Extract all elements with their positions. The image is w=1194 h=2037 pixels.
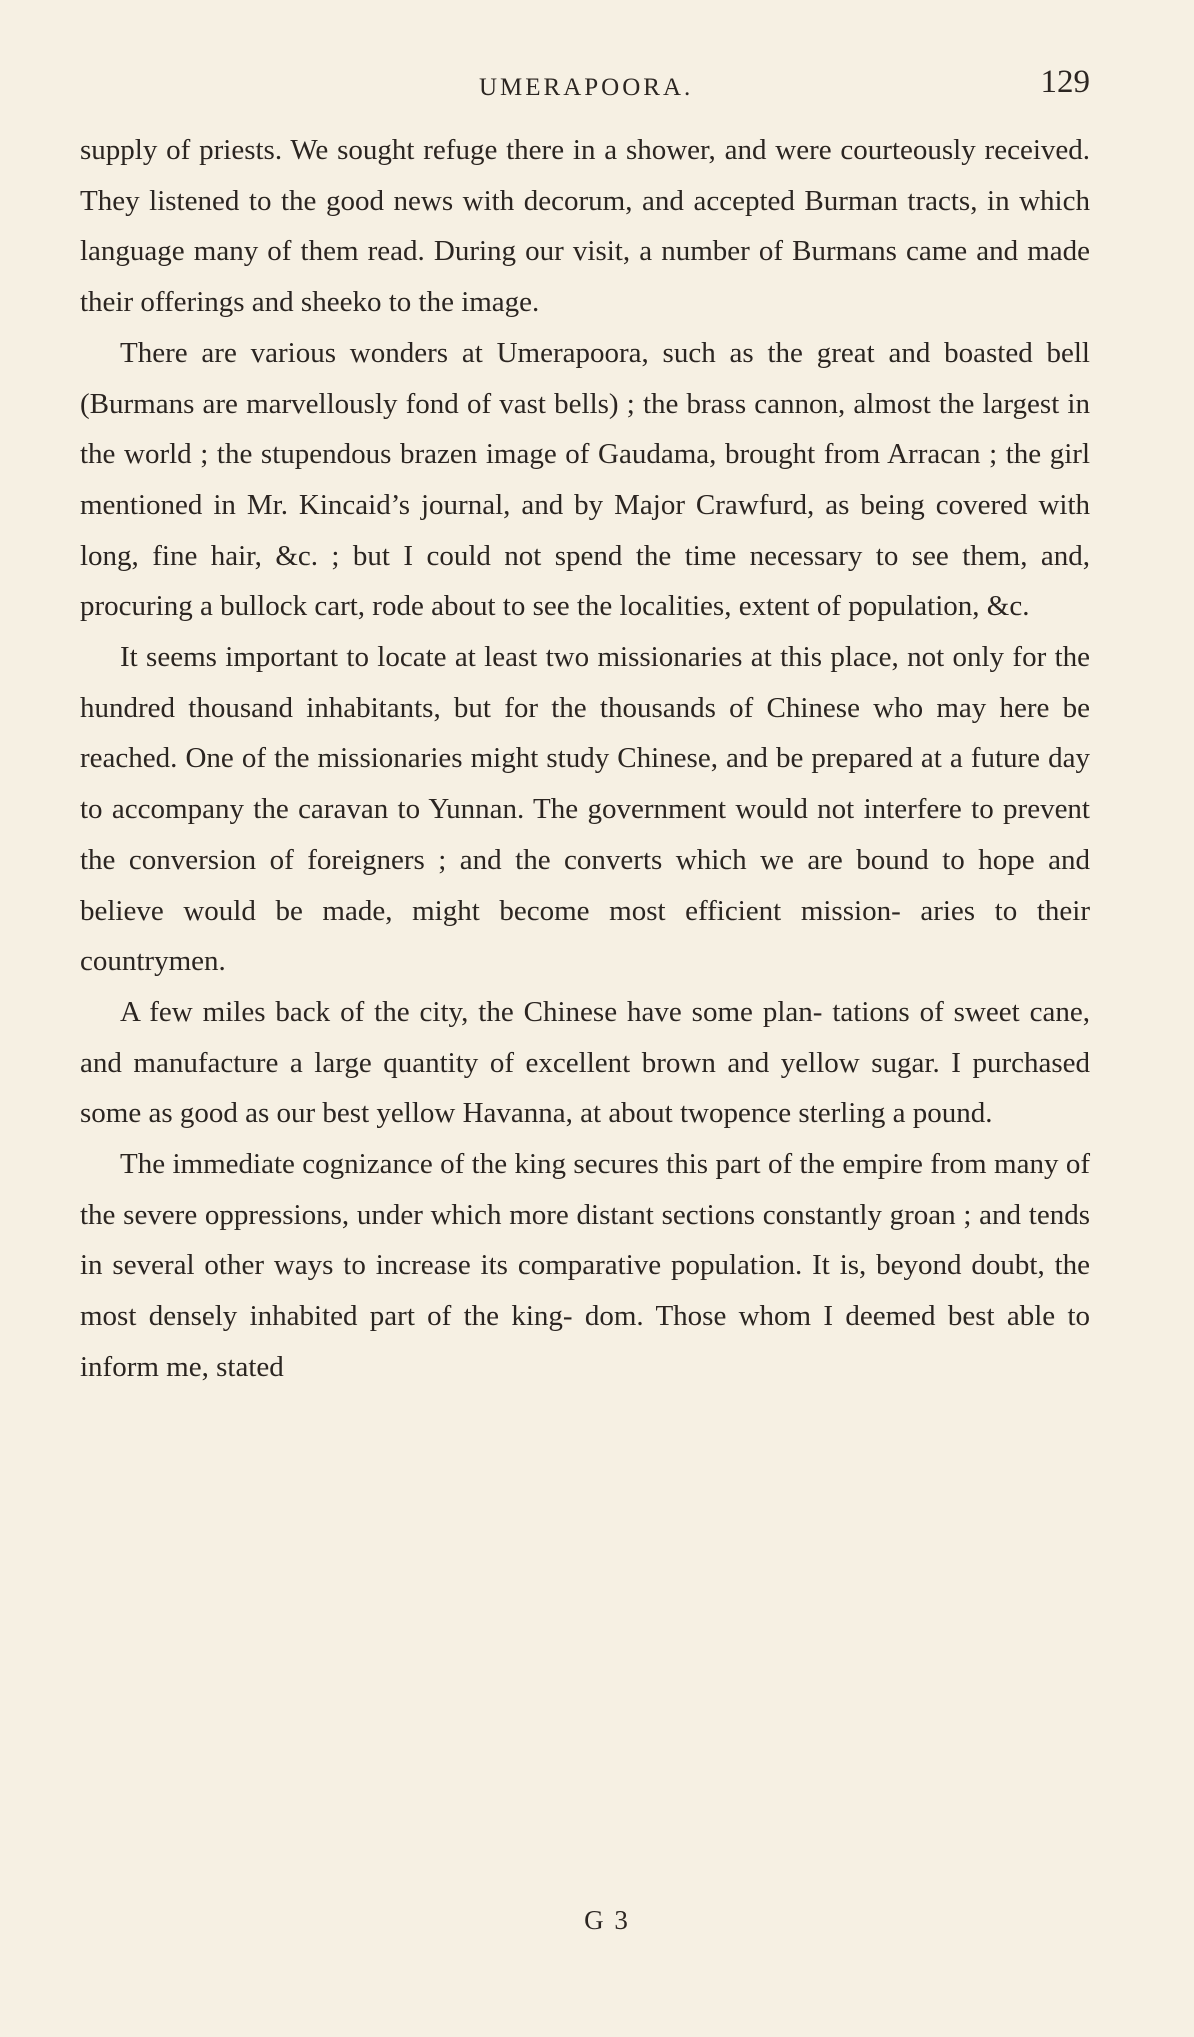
paragraph-5: The immediate cognizance of the king secures this part of the empire from many of the severe oppressions, under which more distant sections constantly groan ; and tends in several other ways to increase its comparative population. It is, beyond doubt, the most densely inhabited part of the king- dom. Those whom I deemed best able to inform me, stated [80, 1148, 1090, 1383]
paragraph-2: There are various wonders at Umerapoora, such as the great and boasted bell (Burmans are marvellously fond of vast bells) ; the brass cannon, almost the largest in the world ; the stupendous brazen image of Gaudama, brought from Arracan ; the girl mentioned in Mr. Kincaid’s journal, and by Major Crawfurd, as being covered with long, fine hair, &c. ; but I could not spend the time necessary to see them, and, procuring a bullock cart, rode about to see the localities, extent of population, &c. [80, 336, 1090, 623]
paragraph-4: A few miles back of the city, the Chinese have some plan- tations of sweet cane, and manufacture a large quantity of excellent brown and yellow sugar. I purchased some as good as our best yellow Havanna, at about twopence sterling a pound. [80, 995, 1090, 1130]
page-header [80, 64, 1090, 114]
page-footer [0, 1905, 1194, 1936]
paragraph-1: supply of priests. We sought refuge there in a shower, and were courteously received. They listened to the good news with decorum, and accepted Burman tracts, in which language many of them read. During our visit, a number of Burmans came and made their offerings and sheeko to the image. [80, 134, 1090, 319]
paragraph-3: It seems important to locate at least two missionaries at this place, not only for the hundred thousand inhabitants, but for the thousands of Chinese who may here be reached. One of the missionaries might study Chinese, and be prepared at a future day to accompany the caravan to Yunnan. The government would not interfere to prevent the conversion of foreigners ; and the converts which we are bound to hope and believe would be made, might become most efficient mission- aries to their countrymen. [80, 641, 1090, 978]
running-title: UMERAPOORA. [479, 74, 694, 101]
signature-mark: G 3 [584, 1905, 630, 1935]
page-number: 129 [1040, 64, 1090, 100]
body-text [80, 125, 1090, 1393]
